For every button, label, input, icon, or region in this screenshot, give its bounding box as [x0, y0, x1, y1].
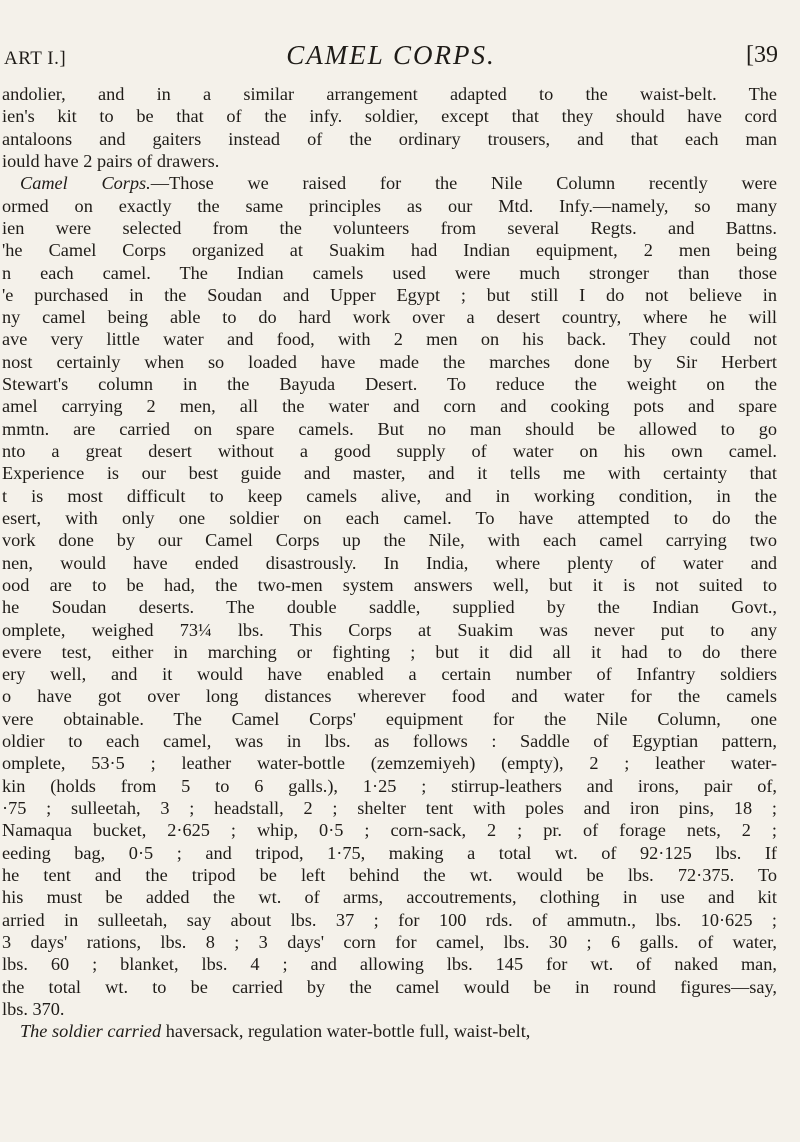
text-line: ery well, and it would have enabled a certain number of Infantry soldiers: [2, 664, 777, 685]
text-line: Stewart's column in the Bayuda Desert. To reduce the weight on the: [2, 374, 777, 395]
text-line: vork done by our Camel Corps up the Nile, with each camel carrying two: [2, 530, 777, 551]
running-head: [4, 40, 778, 76]
text-line: he Soudan deserts. The double saddle, supplied by the Indian Govt.,: [2, 597, 777, 618]
text-line: t is most difficult to keep camels alive, and in working condition, in the: [2, 485, 777, 506]
text-line: mmtn. are carried on spare camels. But no man should be allowed to go: [2, 418, 777, 439]
text-line: evere test, either in marching or fighting ; but it did all it had to do there: [2, 641, 777, 662]
text-fragment: —Those we raised for the Nile Column recently were: [150, 173, 777, 194]
page-number: [39: [746, 42, 778, 68]
text-line: ·75 ; sulleetah, 3 ; headstall, 2 ; shelter tent with poles and iron pins, 18 ;: [2, 798, 777, 818]
page-title: CAMEL CORPS.: [286, 40, 496, 70]
text-line: ave very little water and food, with 2 men on his back. They could not: [2, 329, 777, 350]
text-line: nost certainly when so loaded have made the marches done by Sir Herbert: [2, 351, 777, 372]
text-line: nto a great desert without a good supply of water on his own camel.: [2, 441, 777, 461]
body-text: [0, 83, 777, 1042]
text-line: andolier, and in a similar arrangement adapted to the waist-belt. The: [2, 84, 777, 104]
text-line: oldier to each camel, was in lbs. as follows : Saddle of Egyptian pattern,: [2, 731, 777, 752]
text-line: the total wt. to be carried by the camel would be in round figures—say,: [2, 976, 777, 997]
text-line: esert, with only one soldier on each camel. To have attempted to do the: [2, 507, 777, 528]
text-line: he tent and the tripod be left behind the wt. would be lbs. 72·375. To: [2, 864, 777, 885]
text-line: iould have 2 pairs of drawers.: [2, 150, 220, 171]
text-line: lbs. 370.: [2, 998, 65, 1019]
text-line: ood are to be had, the two-men system answers well, but it is not suited to: [2, 574, 777, 595]
text-line: [0, 172, 777, 194]
text-line: amel carrying 2 men, all the water and corn and cooking pots and spare: [2, 396, 777, 417]
text-line: lbs. 60 ; blanket, lbs. 4 ; and allowing lbs. 145 for wt. of naked man,: [2, 954, 777, 975]
text-line: n each camel. The Indian camels used were much stronger than those: [2, 262, 777, 283]
text-line: his must be added the wt. of arms, accoutrements, clothing in use and kit: [2, 887, 777, 908]
text-line: omplete, 53·5 ; leather water-bottle (zemzemiyeh) (empty), 2 ; leather water-: [2, 753, 777, 774]
text-line: arried in sulleetah, say about lbs. 37 ; for 100 rds. of ammutn., lbs. 10·625 ;: [2, 909, 777, 930]
text-fragment: haversack, regulation water-bottle full, waist-belt,: [161, 1021, 531, 1042]
text-line: omplete, weighed 73¼ lbs. This Corps at Suakim was never put to any: [2, 619, 777, 640]
section-heading: Camel Corps.: [20, 173, 151, 194]
text-line: Experience is our best guide and master, and it tells me with certainty that: [2, 463, 777, 484]
text-line: 'e purchased in the Soudan and Upper Egypt ; but still I do not believe in: [2, 284, 777, 305]
text-line: [0, 1020, 777, 1042]
text-line: vere obtainable. The Camel Corps' equipment for the Nile Column, one: [2, 708, 777, 729]
text-line: ny camel being able to do hard work over a desert country, where he will: [2, 307, 777, 328]
text-line: nen, would have ended disastrously. In India, where plenty of water and: [2, 552, 777, 573]
text-line: o have got over long distances wherever food and water for the camels: [2, 686, 777, 707]
text-line: 'he Camel Corps organized at Suakim had Indian equipment, 2 men being: [2, 240, 777, 261]
article-marker: ART I.]: [4, 48, 67, 69]
text-line: Namaqua bucket, 2·625 ; whip, 0·5 ; corn-sack, 2 ; pr. of forage nets, 2 ;: [2, 820, 777, 841]
text-line: ien's kit to be that of the infy. soldier, except that they should have cord: [2, 106, 777, 127]
text-line: ien were selected from the volunteers from several Regts. and Battns.: [2, 217, 777, 238]
text-line: ormed on exactly the same principles as our Mtd. Infy.—namely, so many: [2, 195, 777, 216]
text-line: antaloons and gaiters instead of the ordinary trousers, and that each man: [2, 128, 777, 149]
text-line: eeding bag, 0·5 ; and tripod, 1·75, making a total wt. of 92·125 lbs. If: [2, 842, 777, 863]
italic-phrase: The soldier carried: [20, 1021, 162, 1042]
text-line: kin (holds from 5 to 6 galls.), 1·25 ; stirrup-leathers and irons, pair of,: [2, 775, 777, 796]
text-line: 3 days' rations, lbs. 8 ; 3 days' corn for camel, lbs. 30 ; 6 galls. of water,: [2, 931, 777, 952]
